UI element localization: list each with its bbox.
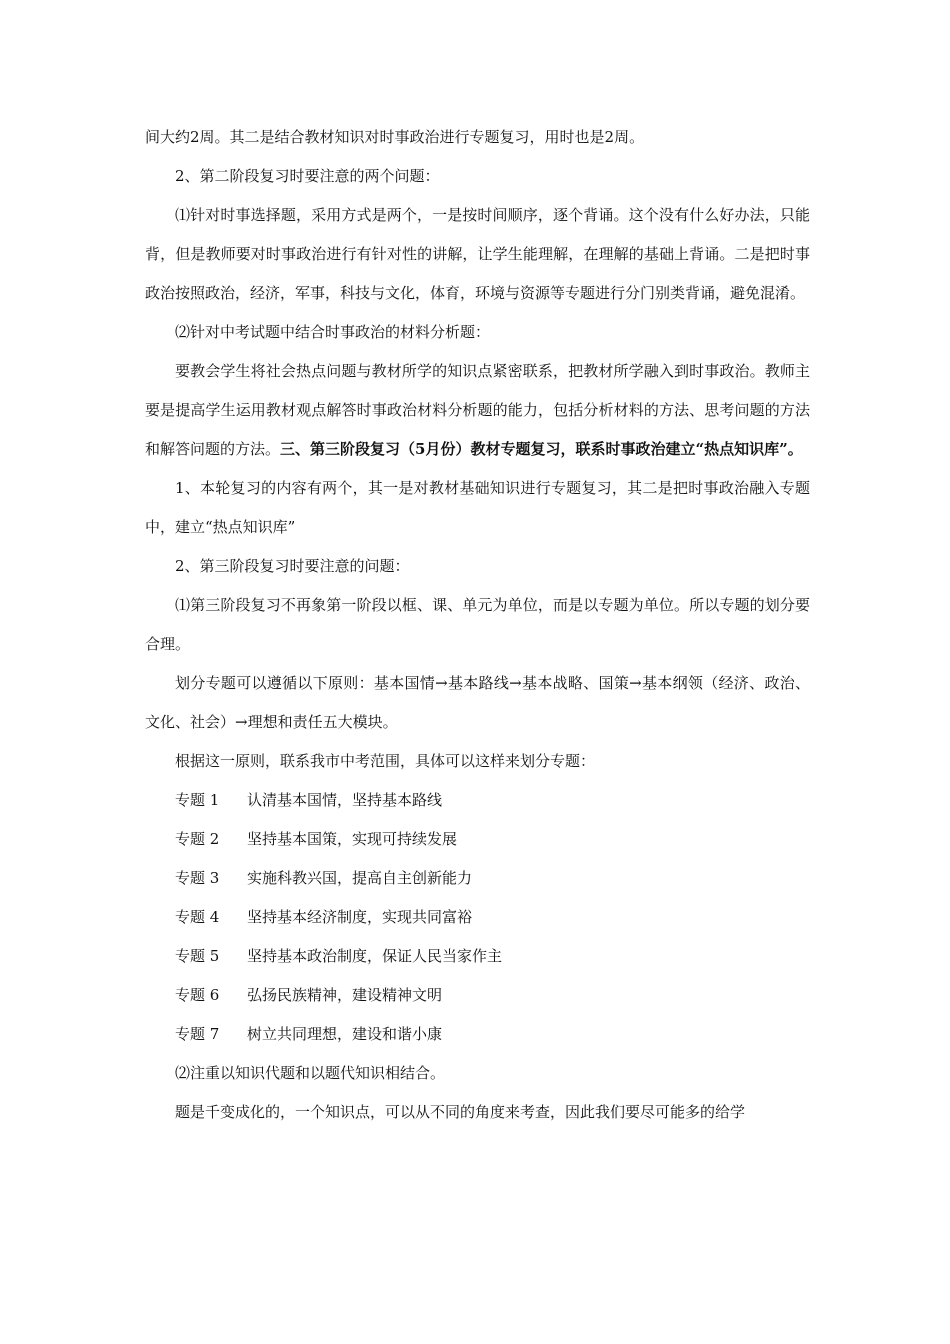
topic-item — [145, 1015, 810, 1054]
paragraph-division-intro: 根据这一原则，联系我市中考范围，具体可以这样来划分专题： — [175, 752, 596, 770]
paragraph-stage3-content: 1、本轮复习的内容有两个，其一是对教材基础知识进行专题复习，其二是把时事政治融入专题中，建立“热点知识库” — [145, 479, 810, 536]
topic-number: 专题 6 — [175, 986, 220, 1004]
topic-item — [145, 820, 810, 859]
paragraph-continuation: 间大约2周。其二是结合教材知识对时事政治进行专题复习，用时也是2周。 — [145, 128, 645, 146]
topic-title: 树立共同理想，建设和谐小康 — [247, 1025, 443, 1043]
topic-title: 弘扬民族精神，建设精神文明 — [247, 986, 443, 1004]
topic-number: 专题 5 — [175, 947, 220, 965]
topic-number: 专题 7 — [175, 1025, 220, 1043]
topic-title: 坚持基本经济制度，实现共同富裕 — [247, 908, 473, 926]
stage3-heading: 三、第三阶段复习（5月份）教材专题复习，联系时事政治建立“热点知识库”。 — [280, 440, 803, 458]
topic-title: 实施科教兴国，提高自主创新能力 — [247, 869, 473, 887]
topic-item — [145, 781, 810, 820]
topic-item — [145, 898, 810, 937]
topic-number: 专题 3 — [175, 869, 220, 887]
topic-title: 坚持基本国策，实现可持续发展 — [247, 830, 458, 848]
paragraph-division-principle: 划分专题可以遵循以下原则：基本国情→基本路线→基本战略、国策→基本纲领（经济、政治、文化、社会）→理想和责任五大模块。 — [145, 674, 810, 731]
topic-item — [145, 976, 810, 1015]
topic-item — [145, 937, 810, 976]
paragraph-current-affairs-choice: ⑴针对时事选择题，采用方式是两个，一是按时间顺序，逐个背诵。这个没有什么好办法，只能背，但是教师要对时事政治进行有针对性的讲解，让学生能理解，在理解的基础上背诵。二是把时事政治按照政治，经济，军事，科技与文化，体育，环境与资源等专题进行分门别类背诵，避免混淆。 — [145, 206, 810, 302]
topic-number: 专题 1 — [175, 791, 220, 809]
document-body — [145, 118, 810, 1132]
topic-number: 专题 4 — [175, 908, 220, 926]
topic-title: 坚持基本政治制度，保证人民当家作主 — [247, 947, 503, 965]
paragraph-material-analysis-heading: ⑵针对中考试题中结合时事政治的材料分析题： — [175, 323, 491, 341]
paragraph-knowledge-question: ⑵注重以知识代题和以题代知识相结合。 — [175, 1064, 446, 1082]
section-heading-stage3-issues: 2、第三阶段复习时要注意的问题： — [175, 557, 410, 575]
paragraph-topic-division: ⑴第三阶段复习不再象第一阶段以框、课、单元为单位，而是以专题为单位。所以专题的划分要合理。 — [145, 596, 810, 653]
topic-title: 认清基本国情，坚持基本路线 — [247, 791, 443, 809]
topic-number: 专题 2 — [175, 830, 220, 848]
topic-list — [145, 781, 810, 1054]
topic-item — [145, 859, 810, 898]
paragraph-material-analysis — [145, 352, 810, 469]
section-heading-stage2-issues: 2、第二阶段复习时要注意的两个问题： — [175, 167, 440, 185]
paragraph-material-analysis-text: 要教会学生将社会热点问题与教材所学的知识点紧密联系，把教材所学融入到时事政治。教师主要是提高学生运用教材观点解答时事政治材料分析题的能力，包括分析材料的方法、思考问题的方法和解答问题的方法。 — [145, 362, 810, 458]
paragraph-question-variation: 题是千变成化的，一个知识点，可以从不同的角度来考查，因此我们要尽可能多的给学 — [175, 1103, 746, 1121]
